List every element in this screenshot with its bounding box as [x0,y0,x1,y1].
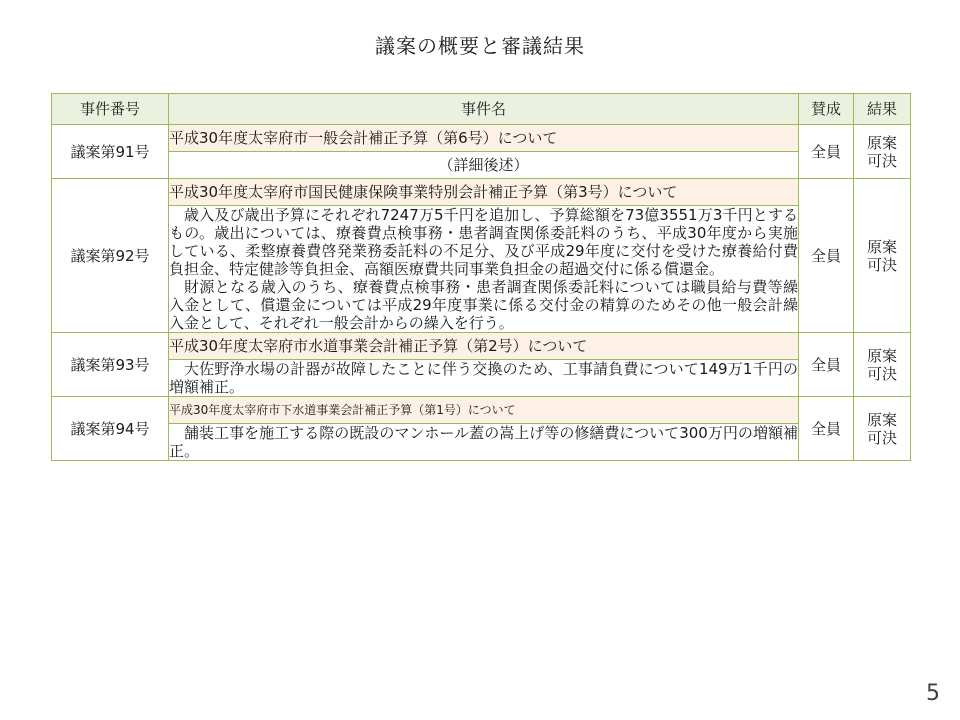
bill-title: 平成30年度太宰府市水道事業会計補正予算（第2号）について [169,333,799,360]
bill-detail [169,206,799,333]
header-result: 結果 [854,94,911,125]
header-vote: 賛成 [799,94,854,125]
detail-paragraph: 舗装工事を施工する際の既設のマンホール蓋の嵩上げ等の修繕費について300万円の増額補正。 [169,424,798,460]
bill-result [854,333,911,397]
table-row [52,360,911,397]
bill-title: 平成30年度太宰府市一般会計補正予算（第6号）について [169,125,799,152]
table-header-row [52,94,911,125]
header-number: 事件番号 [52,94,169,125]
table-row [52,152,911,179]
bill-result [854,125,911,179]
table-row [52,424,911,461]
detail-paragraph: 歳入及び歳出予算にそれぞれ7247万5千円を追加し、予算総額を73億3551万3千円とするもの。歳出については、療養費点検事務・患者調査関係委託料のうち、平成30年度から実施している、柔整療養費啓発業務委託料の不足分、及び平成29年度に交付を受けた療養給付費負担金、特定健診等負担金、高額医療費共同事業負担金の超過交付に係る償還金。 [169,206,798,278]
result-line: 原案 [866,237,897,256]
bill-result [854,179,911,333]
result-line: 可決 [866,364,897,383]
bill-vote: 全員 [799,397,854,461]
detail-paragraph: 大佐野浄水場の計器が故障したことに伴う交換のため、工事請負費について149万1千円の増額補正。 [169,360,798,396]
bill-title: 平成30年度太宰府市国民健康保険事業特別会計補正予算（第3号）について [169,179,799,206]
detail-paragraph: 財源となる歳入のうち、療養費点検事務・患者調査関係委託料については職員給与費等繰入金として、償還金については平成29年度事業に係る交付金の精算のためその他一般会計繰入金として、それぞれ一般会計からの繰入を行う。 [169,278,798,332]
bill-vote: 全員 [799,125,854,179]
table-row [52,333,911,360]
page-title: 議案の概要と審議結果 [375,34,585,58]
bill-vote: 全員 [799,179,854,333]
table-row [52,125,911,152]
page-number: 5 [926,681,940,706]
bill-number: 議案第94号 [52,397,169,461]
table-row [52,179,911,206]
result-line: 原案 [866,346,897,365]
result-line: 可決 [866,151,897,170]
header-name: 事件名 [169,94,799,125]
table-row [52,206,911,333]
result-line: 原案 [866,133,897,152]
result-line: 原案 [866,410,897,429]
table-row [52,397,911,424]
bill-number: 議案第91号 [52,125,169,179]
result-line: 可決 [866,428,897,447]
bill-vote: 全員 [799,333,854,397]
bill-title: 平成30年度太宰府市下水道事業会計補正予算（第1号）について [169,397,799,424]
bill-detail [169,424,799,461]
bill-number: 議案第92号 [52,179,169,333]
bill-result [854,397,911,461]
bills-table [51,93,911,461]
result-line: 可決 [866,255,897,274]
bill-detail: （詳細後述） [169,152,799,179]
bill-detail [169,360,799,397]
bill-number: 議案第93号 [52,333,169,397]
